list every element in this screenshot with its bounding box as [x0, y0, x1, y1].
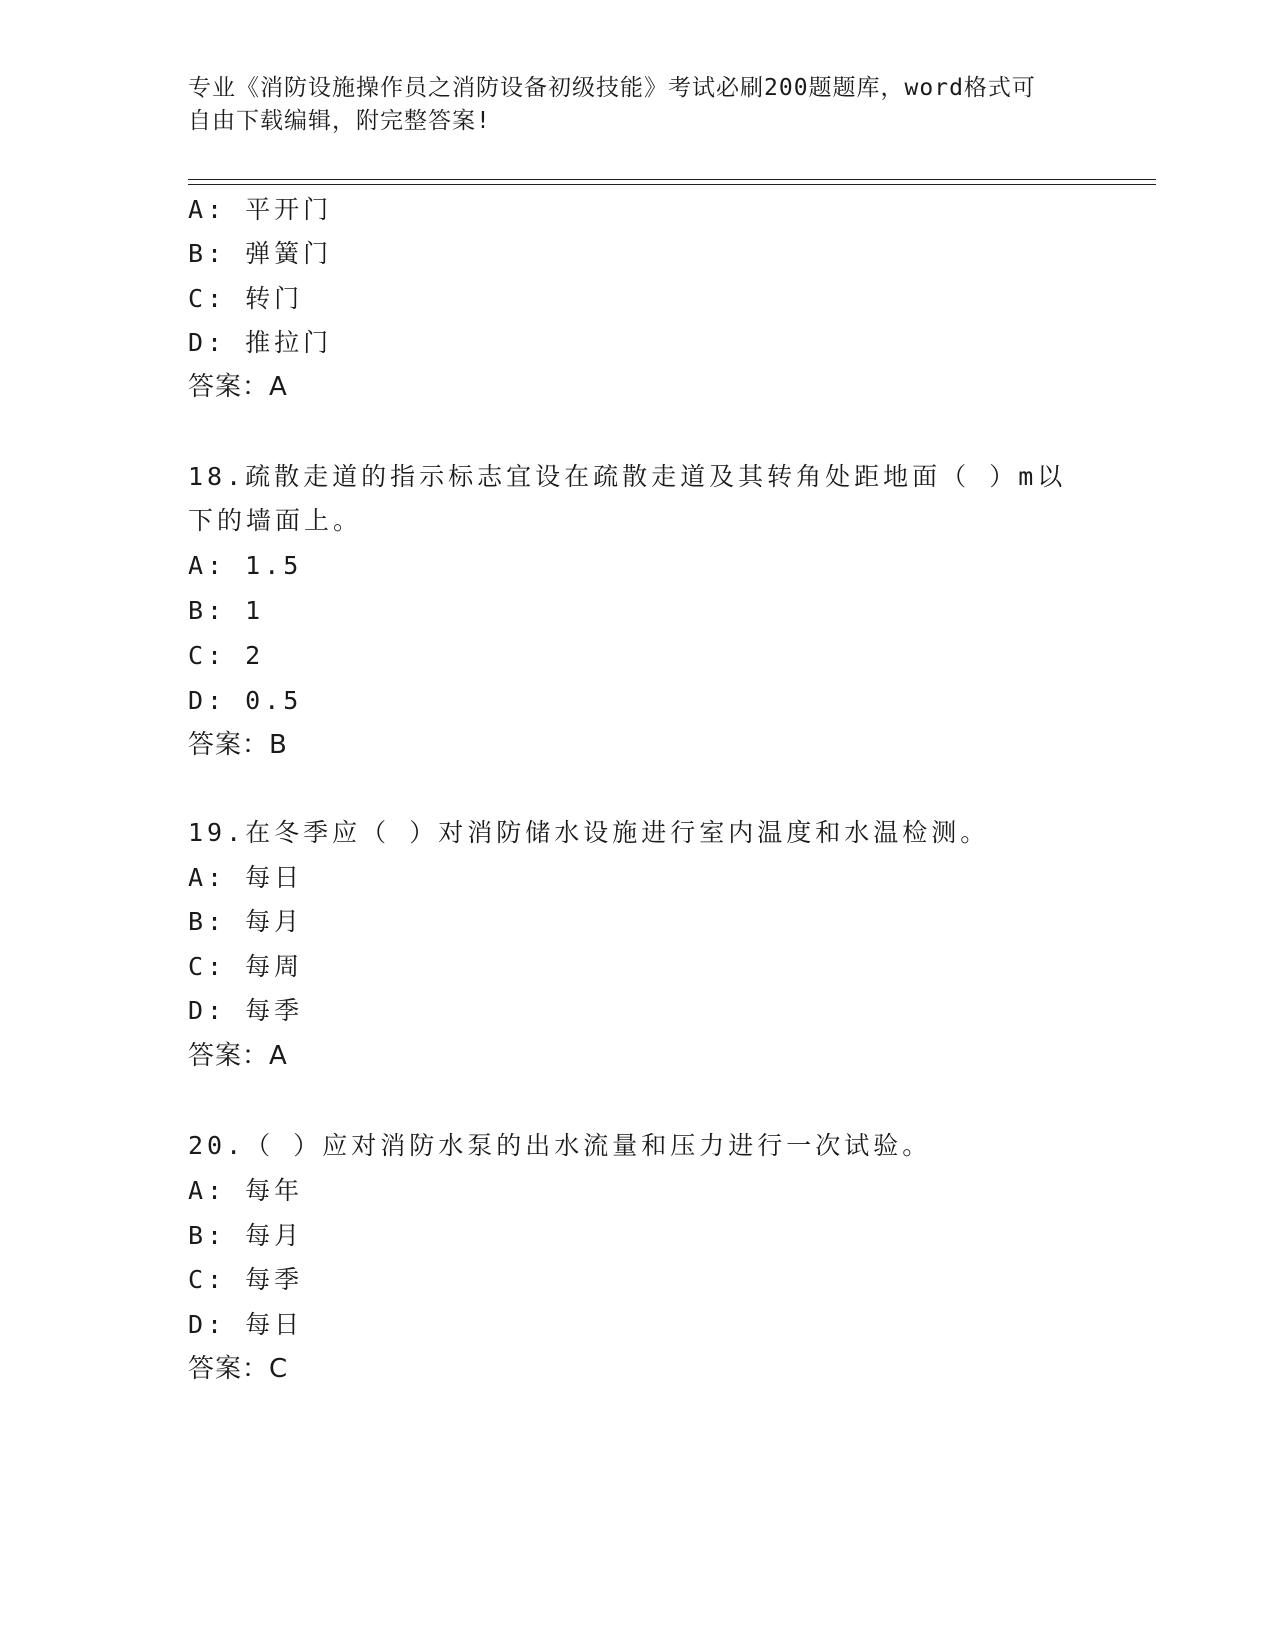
q19-option-a: A: 每日 [188, 863, 304, 892]
q19-option-b: B: 每月 [188, 907, 304, 936]
q20-option-b: B: 每月 [188, 1221, 304, 1250]
q20-option-c: C: 每季 [188, 1265, 304, 1294]
q17-option-d: D: 推拉门 [188, 328, 333, 357]
q20-option-a: A: 每年 [188, 1176, 304, 1205]
q19-option-d: D: 每季 [188, 996, 304, 1025]
q19-stem-line-1: 19.在冬季应（ ）对消防储水设施进行室内温度和水温检测。 [188, 818, 990, 847]
q18-option-a: A: 1.5 [188, 551, 303, 580]
header-divider-top [188, 179, 1156, 180]
q17-option-b: B: 弹簧门 [188, 239, 333, 268]
q19-option-c: C: 每周 [188, 952, 304, 981]
q17-option-a: A: 平开门 [188, 195, 333, 224]
header-line-2: 自由下载编辑，附完整答案! [188, 108, 491, 134]
q20-answer: 答案：C [188, 1354, 289, 1384]
q18-stem-line-1: 18.疏散走道的指示标志宜设在疏散走道及其转角处距地面（ ）m以 [188, 462, 1067, 491]
header-divider-bottom [188, 184, 1156, 185]
q18-stem-line-2: 下的墙面上。 [188, 506, 363, 535]
q18-option-b: B: 1 [188, 596, 265, 625]
q20-option-d: D: 每日 [188, 1310, 304, 1339]
q18-answer: 答案：B [188, 730, 288, 760]
q20-stem-line-1: 20.（ ）应对消防水泵的出水流量和压力进行一次试验。 [188, 1131, 932, 1160]
document-header [188, 72, 1088, 138]
q17-option-c: C: 转门 [188, 284, 304, 313]
q19-answer: 答案：A [188, 1041, 288, 1071]
q18-option-d: D: 0.5 [188, 686, 303, 715]
header-line-1: 专业《消防设施操作员之消防设备初级技能》考试必刷200题题库，word格式可 [188, 75, 1036, 101]
q18-option-c: C: 2 [188, 641, 265, 670]
q17-answer: 答案：A [188, 372, 288, 402]
